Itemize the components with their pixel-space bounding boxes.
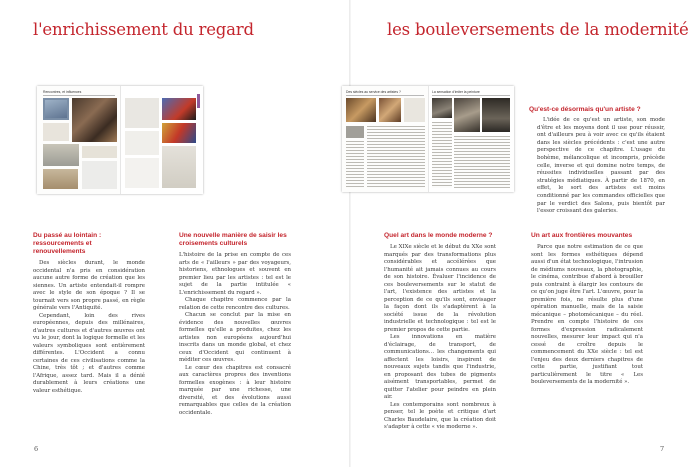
thumbnail-heading-left: Des siècles au service des artistes ?: [346, 90, 401, 94]
column-paragraph: Le XIXe siècle et le début du XXe sont marqués par des transformations plus considérables et accélérées que l'humanité ait jamais connues au cours de son histoire. Évaluer l'incidence de ces bouleversements sur le statut de l'art, l'existence des artistes et la perception de ce qu'ils sont, envisager la façon dont ils s'adaptèrent à la société issue de la révolution industrielle et technologique : tel est le premier propos de cette partie.: [384, 244, 496, 333]
column-paragraph: Chacun se conclut par la mise en évidence des nouvelles œuvres formelles qu'elle a produites, chez les artistes non européens aujourd'hui inscrits dans un monde global, et chez ceux d'Occident qui continuent à méditer ces œuvres.: [179, 312, 291, 363]
page-number-right: 7: [660, 445, 665, 453]
column-heading: Quel art dans le monde moderne ?: [384, 232, 493, 239]
thumbnail-heading-right: La sensation d'imiter la peinture: [432, 90, 480, 94]
column-paragraph: L'histoire de la prise en compte de ces arts de « l'ailleurs » par des voyageurs, historiens, ethnologues et souvent en premier lieu par les artistes : tel est le sujet de la partie intitulée « L'enrichissement du regard ».: [179, 252, 291, 296]
column-heading: Une nouvelle manière de saisir les croisements culturels: [179, 232, 287, 247]
left-column-1: [33, 232, 145, 395]
left-column-2: [179, 232, 291, 417]
left-page-title: l'enrichissement du regard: [33, 20, 254, 39]
column-heading: Du passé au lointain : ressourcements et renouvellements: [33, 232, 102, 255]
artist-sidebar: [529, 106, 665, 216]
page-number-left: 6: [34, 445, 39, 453]
column-paragraph: Parce que notre estimation de ce que sont les formes esthétiques dépend aussi d'un état technologique, l'intrusion de médiums nouveaux, la photographie, le cinéma, contribue d'abord à brouiller puis contraint à élargir les contours de ce qu'on juge être l'art. L'œuvre, pour la première fois, ne résulte plus d'une opération manuelle, mais de la saisie mécanique – photomécanique – du réel. Prendre en compte l'histoire de ces formes d'expression radicalement nouvelles, mesurer leur impact qui n'a cessé de croître depuis le commencement du XXe siècle : tel est l'enjeu des deux derniers chapitres de cette partie, justifiant tout particulièrement le titre « Les bouleversements de la modernité ».: [531, 244, 643, 385]
right-page-title: les bouleversements de la modernité: [387, 20, 689, 39]
column-paragraph: Cependant, loin des rives européennes, depuis des millénaires, d'autres cultures et d'autres œuvres ont vu le jour, dont la logique formelle et les valeurs symboliques sont entièrement différentes. L'Occident a connu certaines de ces civilisations comme la Chine, très tôt ; et d'autres comme l'Afrique, assez tard. Mais il a dénié durablement à leurs créations une valeur esthétique.: [33, 312, 145, 394]
column-paragraph: Les innovations en matière d'éclairage, de transport, de communications… les changements qui affectent les loisirs, inspirent de nouveaux sujets tandis que l'industrie, en proposant des tubes de pigments aisément transportables, permet de quitter l'atelier pour peindre en plein air.: [384, 334, 496, 400]
column-paragraph: Chaque chapitre commence par la relation de cette rencontre des cultures.: [179, 297, 291, 311]
right-column-2: [531, 232, 643, 387]
column-paragraph: Des siècles durant, le monde occidental n'a pris en considération aucune autre forme de création que les siennes. Un artiste entendait-il rompre avec le style de son époque ? Il se tournait vers son propre passé, en règle générale vers l'Antiquité.: [33, 260, 145, 311]
book-spine: [349, 0, 351, 467]
sidebar-heading: Qu'est-ce désormais qu'un artiste ?: [529, 106, 641, 113]
thumbnail-heading: Rencontres, et influences: [43, 90, 82, 94]
sidebar-paragraph: L'idée de ce qu'est un artiste, son mode d'être et les moyens dont il use pour réussir, ont d'ailleurs peu à voir avec ce qu'ils étaient dans les siècles précédents : c'est une autre perspective de ce chapitre. L'usage du bohème, mélancolique et incompris, précède celle, inverse et qui domine notre temps, de réussites individuelles passant par des stratégies médiatiques. À partir de 1870, en effet, le sort des artistes est moins conditionné par les commandes officielles que par le verdict des Salons, puis bientôt par l'essor croissant des galeries.: [537, 117, 665, 215]
right-column-1: [384, 232, 496, 432]
column-paragraph: Les contemporains sont nombreux à penser, tel le poète et critique d'art Charles Baudelaire, que la création doit s'adapter à cette « vie moderne ».: [384, 401, 496, 430]
left-spread-thumbnail: [37, 86, 203, 194]
right-spread-thumbnail: [342, 86, 514, 192]
column-paragraph: Le cœur des chapitres est consacré aux caractères propres des inventions formelles exogènes : à leur histoire marquée par une richesse, une diversité, et des évolutions aussi remarquables que celles de la création occidentale.: [179, 364, 291, 416]
column-heading: Un art aux frontières mouvantes: [531, 232, 633, 239]
